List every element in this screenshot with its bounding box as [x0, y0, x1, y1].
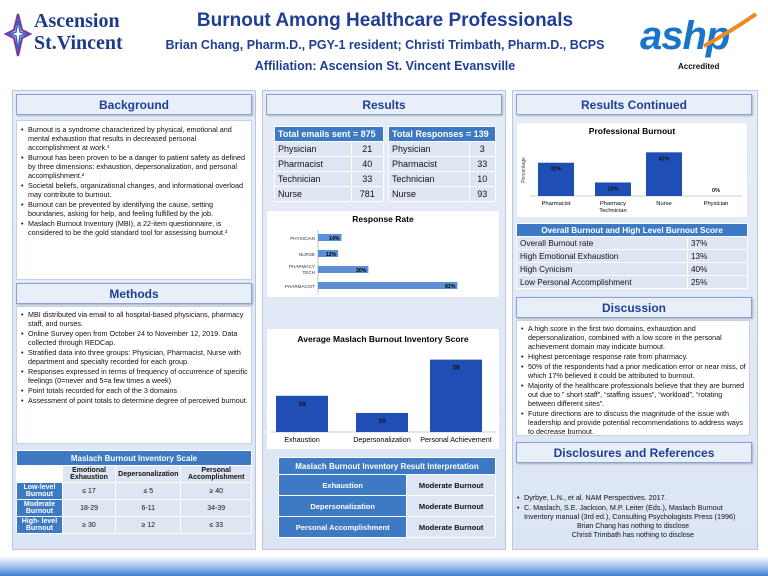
table-cell: 33 [469, 157, 495, 172]
list-item: • Societal beliefs, organizational changes, and informational overload may contribute to burnout. [20, 181, 248, 199]
background-heading: Background [16, 94, 252, 115]
table-cell: Physician [275, 142, 352, 157]
row-label: Exhaustion [279, 475, 407, 496]
poster-header [0, 0, 768, 82]
results-heading: Results [266, 94, 502, 115]
table-cell: Moderate Burnout [407, 496, 496, 517]
data-label: 0% [712, 188, 720, 194]
list-item: • Online Survey open from October 24 to November 12, 2019. Data collected through REDCap. [20, 329, 248, 347]
table-cell: 40 [351, 157, 383, 172]
tick-label: TECH [302, 270, 315, 275]
table-cell: Moderate Burnout [407, 517, 496, 538]
table-cell: Pharmacist [389, 157, 470, 172]
table-row [279, 475, 496, 496]
table-row [17, 517, 252, 534]
references-panel [516, 493, 750, 540]
reference-item: • C. Maslach, S.E. Jackson, M.P. Leiter (Eds.), Maslach Burnout Inventory manual (3rd ed.), Consulting Psychologists Press (1996) [516, 503, 750, 521]
references-list [516, 493, 750, 521]
tick-label: PHARMACIST [284, 284, 315, 289]
table-row [389, 172, 496, 187]
ascension-logo [4, 8, 134, 60]
tick-label: PHYSICIAN [290, 236, 315, 241]
table-caption: Total emails sent = 875 [275, 127, 384, 142]
table-cell: 3 [469, 142, 495, 157]
poster-title: Burnout Among Healthcare Professionals [196, 10, 574, 31]
list-item: • 50% of the respondents had a prior medication error or near miss, of which 17% believed it could be attributed to burnout. [520, 362, 746, 380]
ashp-logo-word: ashp [640, 14, 730, 58]
row-label: Moderate Burnout [17, 500, 63, 517]
footer-bar [0, 556, 768, 576]
table-row [275, 142, 384, 157]
table-cell: Pharmacist [275, 157, 352, 172]
row-label: Personal Accomplishment [279, 517, 407, 538]
tick-label: Depersonalization [353, 435, 411, 444]
data-label: 12% [325, 252, 337, 258]
tick-label: Personal Achievement [420, 435, 492, 444]
row-label: High- level Burnout [17, 517, 63, 534]
list-item: • Maslach Burnout Inventory (MBI), a 22-item questionnaire, is considered to be the gold standard tool for assessing burnout.² [20, 219, 248, 237]
table-cell: 13% [688, 250, 748, 263]
cross-icon [4, 12, 32, 58]
table-row [517, 263, 748, 276]
table-row [279, 496, 496, 517]
data-label: 32% [550, 166, 562, 173]
tick-label: PHARMACY [288, 264, 315, 269]
interpretation-table [278, 457, 496, 538]
table-cell: 40% [688, 263, 748, 276]
table-cell: 93 [469, 187, 495, 202]
data-label: 38 [452, 364, 460, 372]
list-item: • A high score in the first two domains, exhaustion and depersonalization, combined with a low score in the personal achievement domain may indicate burnout. [520, 324, 746, 351]
table-header: Depersonalization [116, 466, 181, 483]
list-item: • Burnout is a syndrome characterized by physical, emotional and mental exhaustion that results in decreased personal accomplishment at work.¹ [20, 125, 248, 152]
logo-left-line1: Ascension [34, 10, 120, 32]
data-label: 42% [658, 156, 670, 163]
ashp-accredited: Accredited [678, 62, 720, 71]
table-caption: Maslach Burnout Inventory Result Interpretation [279, 458, 496, 475]
table-cell: 25% [688, 276, 748, 289]
professional-burnout-chart [516, 122, 748, 218]
table-row [389, 142, 496, 157]
table-row [389, 157, 496, 172]
table-cell: ≥ 30 [62, 517, 115, 534]
table-cell: 18-29 [62, 500, 115, 517]
tick-label: Technician [599, 208, 627, 214]
table-row [517, 237, 748, 250]
table-cell: 34-39 [181, 500, 252, 517]
table-header: Personal Accomplishment [181, 466, 252, 483]
list-item: • Future directions are to discuss the magnitude of the issue with leadership and provide potential recommendations to address ways to decrease burnout. [520, 409, 746, 436]
table-cell: Nurse [389, 187, 470, 202]
table-caption: Overall Burnout and High Level Burnout Score [517, 224, 748, 237]
table-cell: Low Personal Accomplishment [517, 276, 688, 289]
table-cell: Technician [389, 172, 470, 187]
chart-title: Professional Burnout [588, 126, 676, 136]
results-continued-heading: Results Continued [516, 94, 752, 115]
disclosure-note: Brian Chang has nothing to disclose [576, 523, 690, 530]
table-row [17, 500, 252, 517]
table-row [275, 187, 384, 202]
table-row [389, 187, 496, 202]
mbi-scale-table [16, 450, 252, 534]
tick-label: Physician [703, 201, 729, 207]
table-cell: Nurse [275, 187, 352, 202]
swoosh-icon [700, 12, 758, 52]
tick-label: Exhaustion [284, 435, 320, 444]
list-item: • Burnout can be prevented by identifying the cause, setting boundaries, asking for help, and feeling fulfilled by the job. [20, 200, 248, 218]
background-panel [16, 120, 252, 280]
tick-label: NURSE [298, 252, 315, 257]
methods-panel [16, 306, 252, 444]
table-cell: High Emotional Exhaustion [517, 250, 688, 263]
table-cell: ≤ 33 [181, 517, 252, 534]
tick-label: Nurse [656, 201, 672, 207]
logo-left-line2: St.Vincent [34, 32, 123, 54]
emails-table [274, 126, 384, 202]
data-label: 83% [445, 284, 456, 290]
table-cell: 33 [351, 172, 383, 187]
data-label: 10 [378, 417, 386, 425]
chart-title: Response Rate [352, 214, 414, 224]
ashp-logo [640, 6, 758, 78]
table-cell: ≤ 17 [62, 483, 115, 500]
response-rate-chart [266, 210, 500, 298]
table-row [17, 483, 252, 500]
table-cell: ≤ 5 [116, 483, 181, 500]
list-item: • Responses expressed in terms of frequency of occurrence of specific feelings (0=never and 5=a few times a week) [20, 367, 248, 385]
table-row [517, 250, 748, 263]
table-cell: 21 [351, 142, 383, 157]
disclosure-note: Christi Trimbath has nothing to disclose [571, 532, 695, 539]
tick-label: Pharmacist [541, 201, 571, 207]
overall-burnout-table [516, 223, 748, 289]
methods-heading: Methods [16, 283, 252, 304]
data-label: 19 [298, 400, 306, 408]
table-cell: Overall Burnout rate [517, 237, 688, 250]
list-item: • Highest percentage response rate from pharmacy. [520, 352, 746, 361]
table-corner [17, 466, 63, 483]
data-label: 14% [329, 236, 340, 242]
table-cell: Moderate Burnout [407, 475, 496, 496]
table-cell: Physician [389, 142, 470, 157]
table-cell: ≥ 12 [116, 517, 181, 534]
bar-3 [318, 282, 457, 289]
disclosures-heading: Disclosures and References [516, 442, 752, 463]
chart-title: Average Maslach Burnout Inventory Score [297, 334, 469, 344]
table-cell: 37% [688, 237, 748, 250]
poster-authors: Brian Chang, Pharm.D., PGY-1 resident; Christi Trimbath, Pharm.D., BCPS [165, 38, 605, 52]
table-cell: 6-11 [116, 500, 181, 517]
table-header: Emotional Exhaustion [62, 466, 115, 483]
discussion-list [520, 324, 746, 436]
table-cell: 10 [469, 172, 495, 187]
table-row [275, 172, 384, 187]
list-item: • Majority of the healthcare professionals believe that they are burned out due to ” short staff”, “staffing issues”, “workload”, “rotating between different sites”. [520, 381, 746, 408]
axis-label: Percentage [521, 157, 527, 183]
list-item: • Assessment of point totals to determine degree of perceived burnout. [20, 396, 248, 405]
table-cell: Technician [275, 172, 352, 187]
data-label: 13% [607, 186, 619, 193]
list-item: • Point totals recorded for each of the 3 domains [20, 386, 248, 395]
background-list [20, 125, 248, 237]
table-cell: High Cynicism [517, 263, 688, 276]
table-caption: Maslach Burnout Inventory Scale [17, 451, 252, 466]
reference-item: • Dyrbye, L.N., et al. NAM Perspectives. 2017. [516, 493, 750, 502]
table-row [279, 517, 496, 538]
table-cell: 781 [351, 187, 383, 202]
row-label: Depersonalization [279, 496, 407, 517]
table-caption: Total Responses = 139 [389, 127, 496, 142]
list-item: • MBI distributed via email to all hospital-based physicians, pharmacy staff, and nurses. [20, 310, 248, 328]
list-item: • Stratified data into three groups: Physician, Pharmacist, Nurse with department and specialty recorded for each group. [20, 348, 248, 366]
discussion-heading: Discussion [516, 297, 752, 318]
tick-label: Pharmacy [599, 201, 627, 207]
table-row [517, 276, 748, 289]
responses-table [388, 126, 496, 202]
table-cell: ≥ 40 [181, 483, 252, 500]
table-row [275, 157, 384, 172]
discussion-panel [516, 320, 750, 436]
poster-affiliation: Affiliation: Ascension St. Vincent Evansville [254, 59, 516, 73]
list-item: • Burnout has been proven to be a danger to patient safety as defined by three dimensions: exhaustion, depersonalization, and personal accomplishment.² [20, 153, 248, 180]
methods-list [20, 310, 248, 405]
row-label: Low-level Burnout [17, 483, 63, 500]
data-label: 30% [356, 268, 367, 274]
mbi-score-chart [266, 328, 500, 450]
